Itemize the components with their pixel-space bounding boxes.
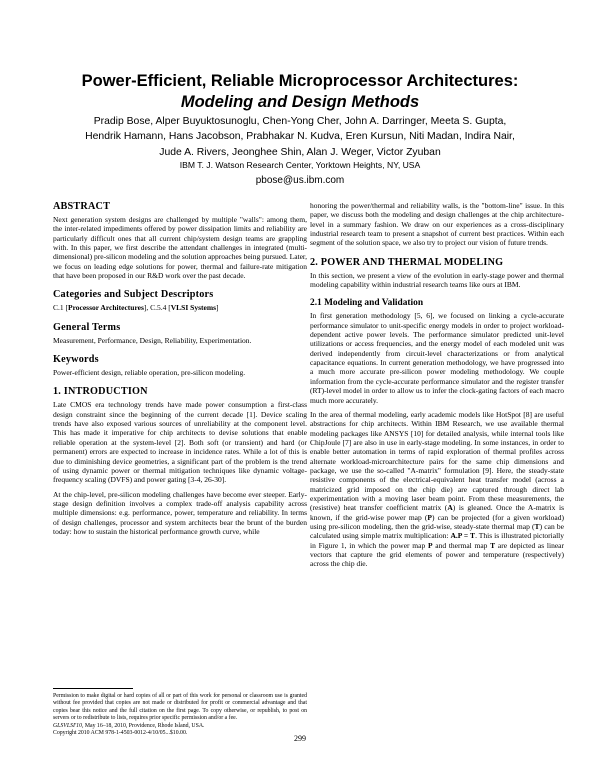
- paper-title-line2: Modeling and Design Methods: [180, 93, 420, 111]
- conference-venue: GLSVLSI'10, May 16–18, 2010, Providence, Rhode Island, USA.: [53, 722, 205, 729]
- categories-heading: Categories and Subject Descriptors: [53, 289, 214, 301]
- authors-line1: Pradip Bose, Alper Buyuktosunoglu, Chen-Yong Cher, John A. Darringer, Meeta S. Gupta,: [93, 116, 507, 127]
- keywords-text: Power-efficient design, reliable operation, pre-silicon modeling.: [53, 368, 246, 378]
- matrix-equation: A.P = T: [450, 531, 476, 541]
- copyright-notice: [53, 688, 307, 737]
- affiliation: IBM T. J. Watson Research Center, Yorktown Heights, NY, USA: [179, 160, 421, 170]
- section-2-text: In this section, we present a view of the evolution in early-stage power and thermal modeling capability within industrial research teams like ours at IBM.: [310, 270, 564, 290]
- email-address: pbose@us.ibm.com: [255, 175, 345, 186]
- author-list: [40, 114, 560, 160]
- abstract-heading: ABSTRACT: [53, 201, 111, 212]
- authors-line3: Jude A. Rivers, Jeonghee Shin, Alan J. Weger, Victor Zyuban: [159, 146, 441, 158]
- keywords-heading: Keywords: [53, 354, 99, 366]
- left-column: [53, 201, 307, 536]
- section-2-1-heading: 2.1 Modeling and Validation: [310, 298, 424, 309]
- introduction-paragraph-2: At the chip-level, pre-silicon modeling challenges have become ever steeper. Early-stage design definition involves a complex trade-off analysis capability across multiple dimensions: e.g. performance, power, temperature and reliability. In terms of design challenges, processor and system architects bear the brunt of the burden today: how to sustain the historical performance growth curve, while: [53, 489, 307, 536]
- abstract-text: Next generation system designs are challenged by multiple "walls": among them, the inter-related impediments offered by power dissipation limits and reliability are particularly difficult ones that all current chip/system design teams are grappling with. In this paper, we first describe the attendant challenges in integrated (multi-dimensional) pre-silicon modeling and the solution approaches being pursued. Later, we focus on leading edge solutions for power, thermal and failure-rate mitigation that have been proposed in our R&D work over the past decade.: [53, 215, 308, 281]
- categories-text: C.1 [Processor Architectures], C.5.4 [VLSI Systems]: [53, 303, 219, 313]
- copyright-line: Copyright 2010 ACM 978-1-4503-0012-4/10/05...$10.00.: [53, 730, 188, 737]
- general-terms-heading: General Terms: [53, 321, 121, 333]
- introduction-paragraph-1: Late CMOS era technology trends have made power consumption a first-class design constraint since the beginning of the current decade [1]. Device scaling trends have also exposed various sources of unreliability at the component level. This has made it imperative for chip architects to devise solutions that enable reliable operation at the system-level [2]. Both soft (or transient) and hard (or permanent) errors are expected to increase in incidence rates. While a lot of this is due to diminishing device geometries, a significant part of the problem is the trend of using dynamic power or thermal mitigation techniques like dynamic voltage-frequency scaling (DVFS) and power gating [3-4, 26-30].: [53, 400, 307, 485]
- right-column: [310, 201, 564, 569]
- footnote-rule: [53, 688, 133, 689]
- general-terms-text: Measurement, Performance, Design, Reliability, Experimentation.: [53, 335, 252, 345]
- page-number: 299: [294, 734, 306, 743]
- section-2-heading: 2. POWER AND THERMAL MODELING: [310, 256, 504, 268]
- permission-text: Permission to make digital or hard copies of all or part of this work for personal or classroom use is granted without fee provided that copies are not made or distributed for profit or commercial advantage and that copies bear this notice and the full citation on the first page. To copy otherwise, or republish, to post on servers or to redistribute to lists, requires prior specific permission and/or a fee.: [53, 693, 307, 722]
- authors-line2: Hendrik Hamann, Hans Jacobson, Prabhakar N. Kudva, Eren Kursun, Niti Madan, Indira Nair,: [85, 131, 515, 143]
- section-2-1-paragraph-2: In the area of thermal modeling, early academic models like HotSpot [8] are useful abstractions for chip architects. Within IBM Research, we use available thermal modeling packages like ANSYS [10] for detailed analysis, while internal tools like ChipJoule [7] are also in use in early-stage modeling. In some instances, in order to enable better automation in terms of rapid exploration of thermal profiles across alternate workload-microarchitecture pairs for the same chip dimensions and package, we use the so-called "A-matrix" formulation [9]. Here, the steady-state resistive components of the electrical-equivalent heat transfer model (across a matricized grid imposed on the chip die) are captured through direct lab experimentation with a moving laser beam point. From these measurements, the (resistive) heat transfer coefficient matrix (A) is gleaned. Once the A-matrix is known, if the grid-wise power map (P) can be projected (for a given workload) using pre-silicon modeling, then the grid-wise, steady-state thermal map (T) can be calculated using simple matrix multiplication: A.P = T. This is illustrated pictorially in Figure 1, in which the power map P and thermal map T are depicted as linear vectors that capture the grid elements of power and temperature (respectively) across the chip die.: [310, 409, 565, 569]
- introduction-heading: 1. INTRODUCTION: [53, 386, 148, 398]
- paper-title-line1: Power-Efficient, Reliable Microprocessor Architectures:: [81, 72, 519, 90]
- intro-continued-paragraph: honoring the power/thermal and reliability walls, is the "bottom-line" issue. In this paper, we discuss both the modeling and design challenges at the chip architecture-level in a summary fashion. We draw on our experiences as a cross-disciplinary industrial research team to present a snapshot of current best practices. Within each segment of the solution space, we also try to project our vision of future trends.: [310, 201, 564, 248]
- section-2-1-paragraph-1: In first generation methodology [5, 6], we focused on linking a cycle-accurate performance simulator to unit-specific energy models in order to project workload-dependent active power levels. The performance simulator predicted unit-level utilizations or access frequencies, and the energy model of each modeled unit was derived independently from circuit-level characterizations or from analytical capacitance equations. In current generation methodology, we have progressed into a much more accurate pre-silicon power modeling methodology. We couple information from the cycle-accurate performance simulator and the register transfer (RT)-level model in order to allow us to infer the clock-gating factors of each macro much more accurately.: [310, 311, 564, 405]
